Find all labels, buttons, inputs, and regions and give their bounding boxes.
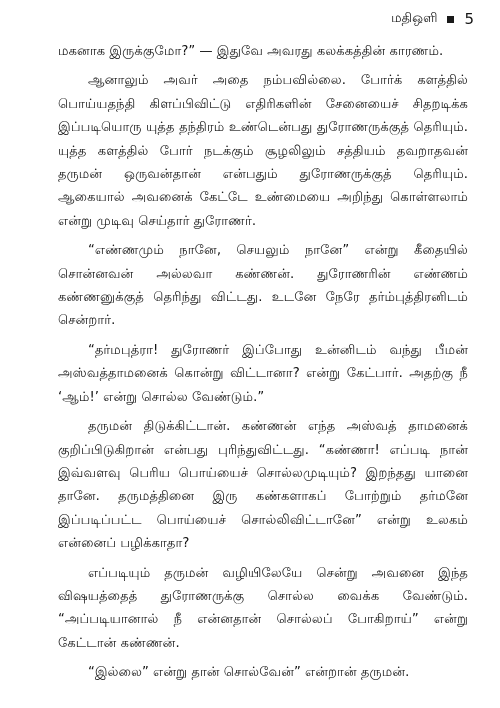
paragraph-4: “தர்மபுத்ரா! துரோணர் இப்போது உன்னிடம் வந்து பீமன் அஸ்வத்தாமனைக் கொன்று விட்டானா? என்று கேட்பார். அதற்கு நீ ‘ஆம்!’ என்று சொல்ல வேண்டும்.” bbox=[58, 342, 468, 405]
paragraph-7: “இல்லை” என்று தான் சொல்வேன்” என்றான் தருமன். bbox=[88, 665, 410, 681]
paragraph-5: தருமன் திடுக்கிட்டான். கண்ணன் எந்த அஸ்வத் தாமனைக் குறிப்பிடுகிறான் என்பது புரிந்துவிட்டது. “கண்ணா! எப்படி நான் இவ்வளவு பெரிய பொய்யைச் சொல்லமுடியும்? இறந்தது யானை தானே. தருமத்தினை இரு கண்களாகப் போற்றும் தர்மனே இப்படிப்பட்ட பொய்யைச் சொல்லிவிட்டானே” என்று உலகம் என்னைப் பழிக்காதா? bbox=[58, 419, 468, 552]
paragraph-1: மகனாக இருக்குமோ?” — இதுவே அவரது கலக்கத்தின் காரணம். bbox=[58, 44, 444, 59]
book-title: மதிஒளி bbox=[391, 11, 438, 26]
paragraph-2: ஆனாலும் அவர் அதை நம்பவில்லை. போர்க் களத்தில் பொய்யதந்தி கிளப்பிவிட்டு எதிரிகளின் சேனையைச் சிதறடிக்க இப்படியொரு யுத்த தந்திரம் உண்டென்பது துரோணருக்குத் தெரியும். யுத்த களத்தில் போர் நடக்கும் சூழலிலும் சத்தியம் தவறாதவன் தருமன் ஒருவன்தான் என்பதும் துரோணருக்குத் தெரியும். ஆகையால் அவனைக் கேட்டே உண்மையை அறிந்து கொள்ளலாம் என்று முடிவு செய்தார் துரோணர். bbox=[58, 73, 468, 229]
body-text bbox=[58, 40, 468, 691]
paragraph-3: “எண்ணமும் நானே, செயலும் நானே” என்று கீதையில் சொன்னவன் அல்லவா கண்ணன். துரோணரின் எண்ணம் கண்ணனுக்குத் தெரிந்து விட்டது. உடனே நேரே தர்ம்புத்திரனிடம் சென்றார். bbox=[58, 243, 468, 329]
running-header bbox=[391, 10, 474, 28]
square-bullet-icon bbox=[447, 16, 454, 23]
page-number: 5 bbox=[464, 10, 474, 28]
paragraph-6: எப்படியும் தருமன் வழியிலேயே சென்று அவனை இந்த விஷயத்தைத் துரோணருக்கு சொல்ல வைக்க வேண்டும். “அப்படியானால் நீ என்னதான் சொல்லப் போகிறாய்” என்று கேட்டான் கண்ணன். bbox=[58, 565, 468, 651]
